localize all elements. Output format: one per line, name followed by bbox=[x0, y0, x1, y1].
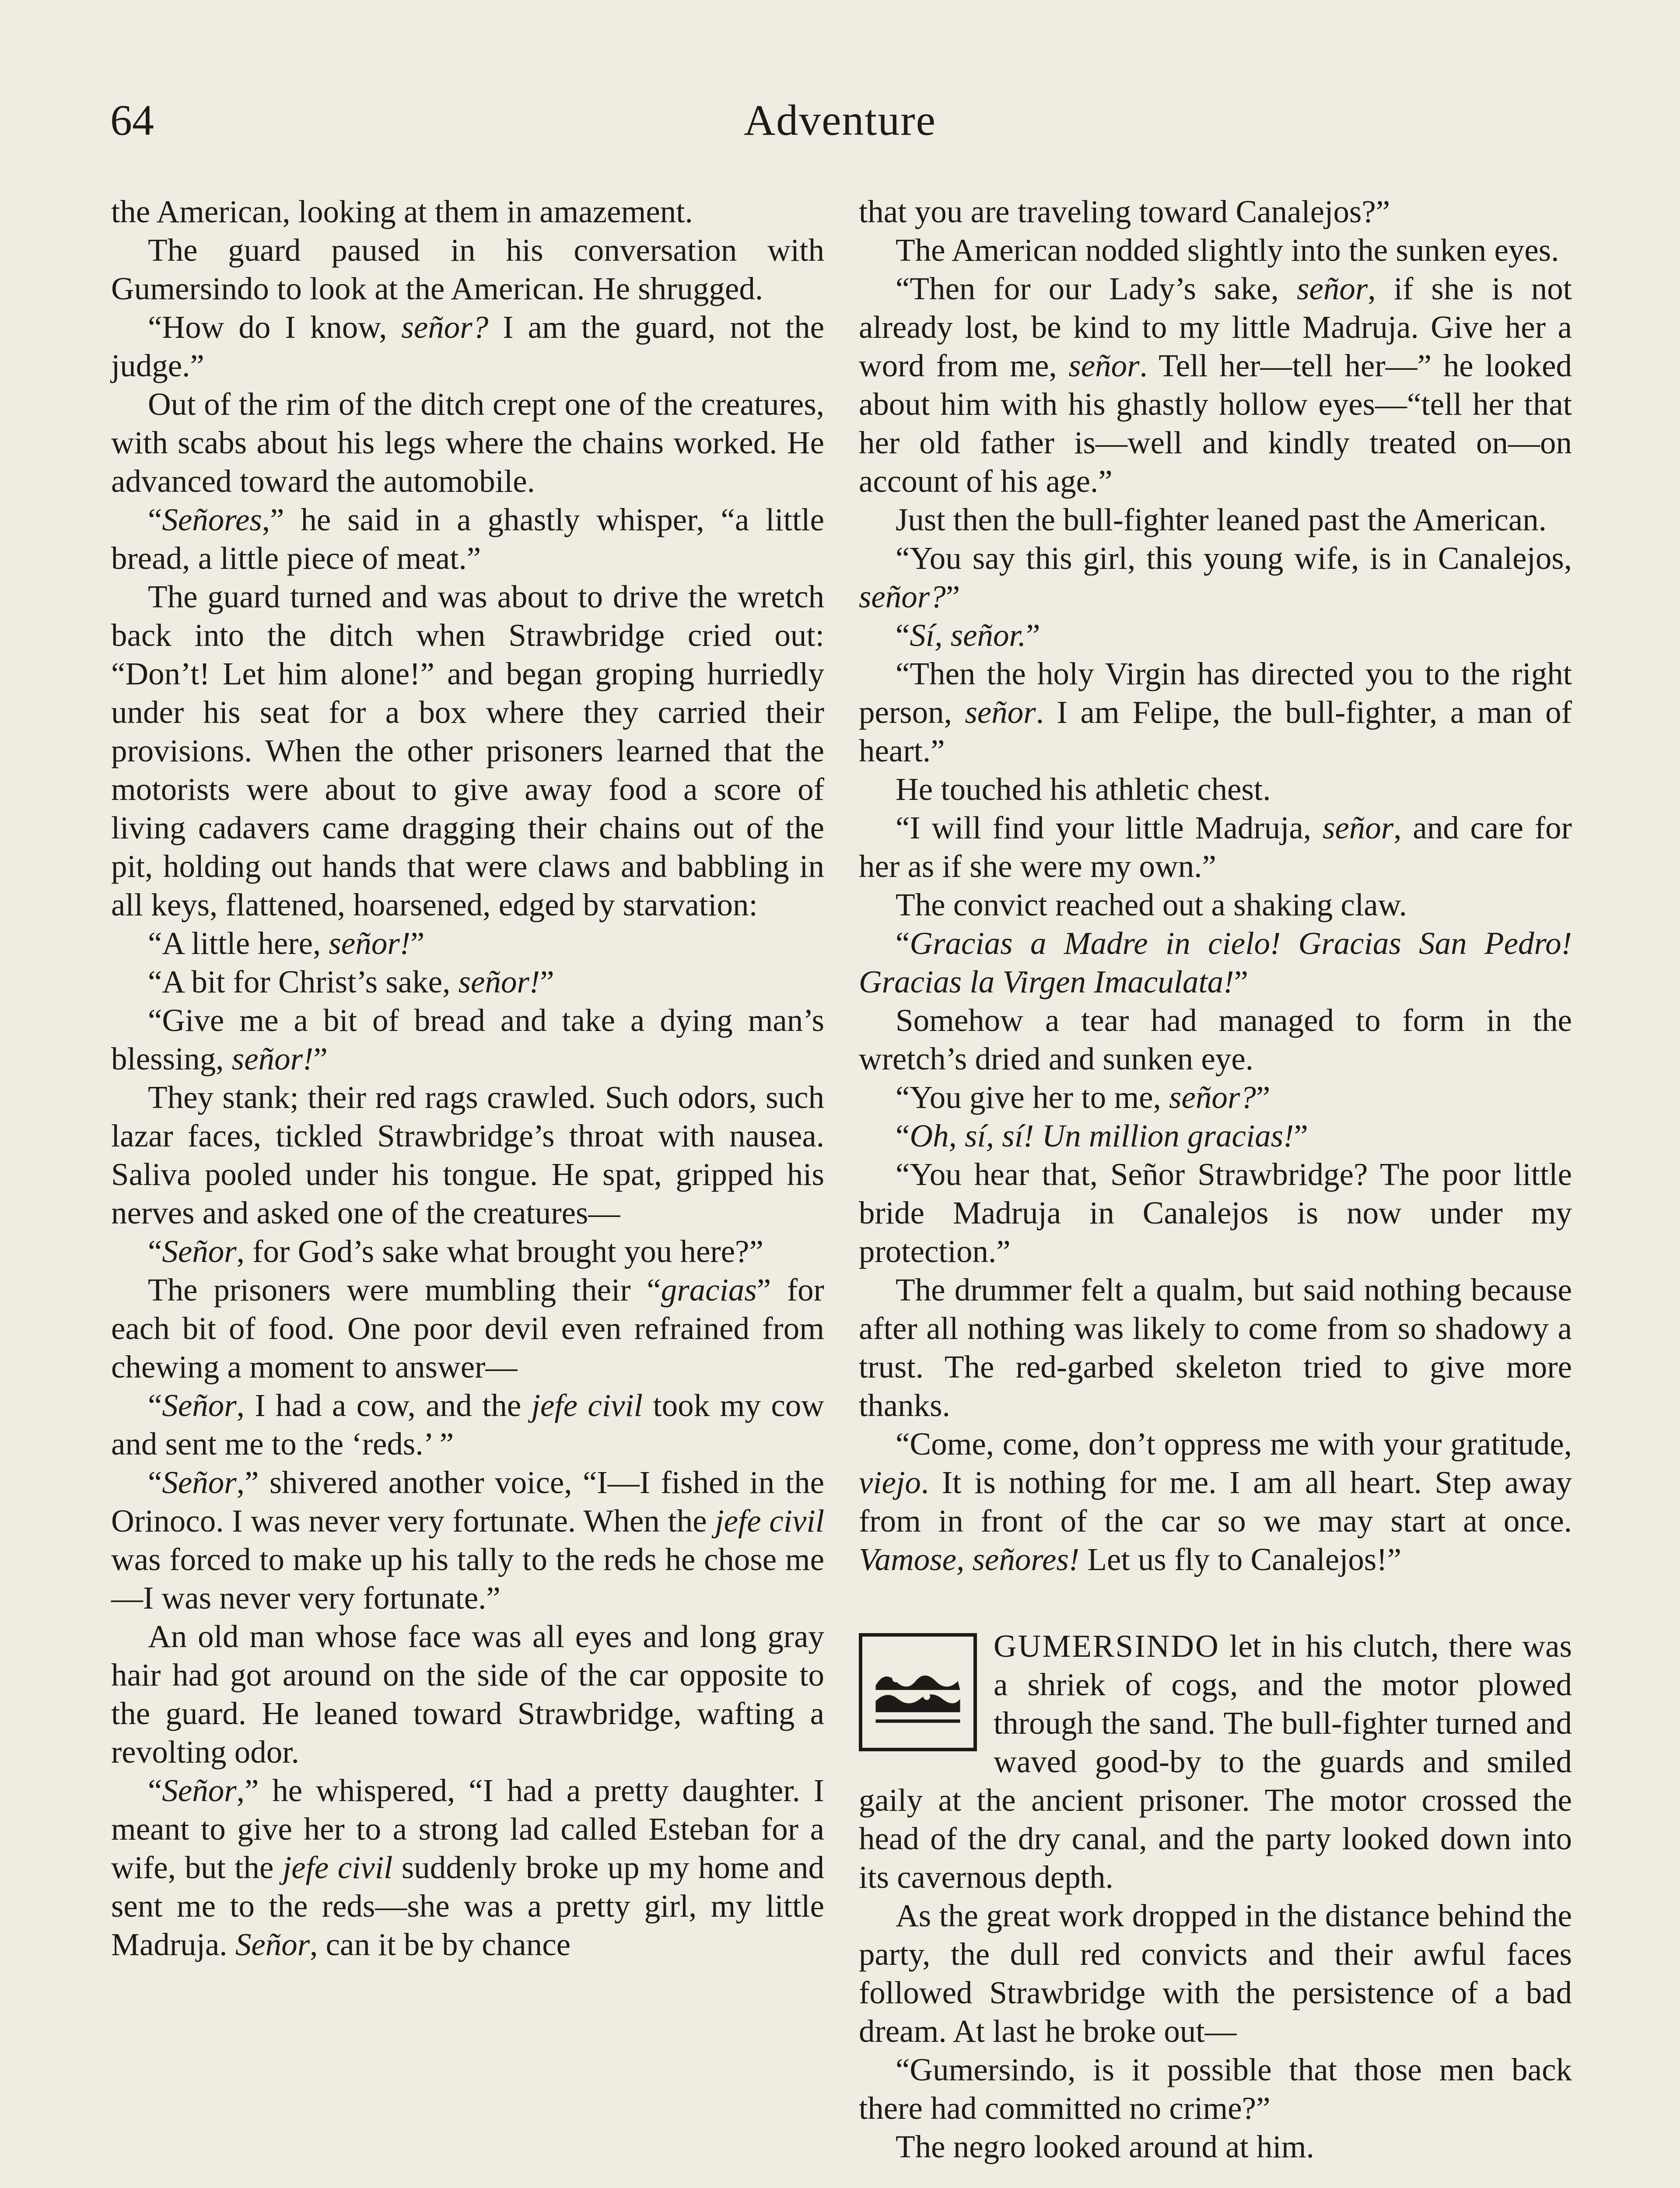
section-lead-paragraph bbox=[859, 1627, 1572, 1897]
page-number: 64 bbox=[110, 96, 154, 144]
paragraph: “You hear that, Señor Strawbridge? The poor little bride Madruja in Canalejos is now under my protection.” bbox=[859, 1157, 1572, 1269]
paragraph: “Then for our Lady’s sake, señor, if she is not already lost, be kind to my little Madruja. Give her a word from me, señor. Tell her—tell her—” he looked about him with his ghastly hollow eyes—“tell her that her old father is—well and kindly treated on—on account of his age.” bbox=[859, 271, 1572, 499]
paragraph: the American, looking at them in amazement. bbox=[111, 194, 693, 229]
paragraph: “Come, come, don’t oppress me with your gratitude, viejo. It is nothing for me. I am all heart. Step away from in front of the car so we may start at once. Vamose, señores! Let us fly to Canalejos!” bbox=[859, 1426, 1572, 1577]
paragraph: The guard paused in his conversation with Gumersindo to look at the American. He shrugged. bbox=[111, 232, 824, 306]
paragraph: “How do I know, señor? I am the guard, not the judge.” bbox=[111, 309, 824, 383]
paragraph: Just then the bull-fighter leaned past the American. bbox=[896, 502, 1547, 537]
paragraph: “You say this girl, this young wife, is in Canalejos, señor?” bbox=[859, 540, 1572, 614]
paragraph: “Give me a bit of bread and take a dying man’s blessing, señor!” bbox=[111, 1003, 824, 1076]
lead-text: let in his clutch, there was a shriek of cogs, and the motor plowed through the sand. The bull-fighter turned and waved good-by to the guards and smiled gaily at the ancient prisoner. The motor crossed the head of the dry canal, and the party looked down into its cavernous depth. bbox=[859, 1628, 1572, 1895]
paragraph: The guard turned and was about to drive the wretch back into the ditch when Strawbridge cried out: “Don’t! Let him alone!” and began groping hurriedly under his seat for a box where they carried their provisions. When the other prisoners learned that the motorists were about to give away food a score of living cadavers came dragging their chains out of the pit, holding out hands that were claws and babbling in all keys, flattened, hoarsened, edged by starvation: bbox=[111, 579, 824, 922]
right-column-part2 bbox=[859, 1897, 1572, 2166]
paragraph: The convict reached out a shaking claw. bbox=[896, 887, 1407, 922]
paragraph: They stank; their red rags crawled. Such odors, such lazar faces, tickled Strawbridge’s throat with nausea. Saliva pooled under his tongue. He spat, gripped his nerves and asked one of the creatures— bbox=[111, 1080, 824, 1231]
left-column bbox=[111, 193, 824, 1964]
paragraph: “Sí, señor.” bbox=[896, 617, 1040, 653]
paragraph: Out of the rim of the ditch crept one of the creatures, with scabs about his legs where the chains worked. He advanced toward the automobile. bbox=[111, 386, 824, 499]
paragraph: “Then the holy Virgin has directed you to the right person, señor. I am Felipe, the bull-fighter, a man of heart.” bbox=[859, 656, 1572, 768]
right-column-part1 bbox=[859, 193, 1572, 1579]
page-header bbox=[0, 90, 1680, 151]
paragraph: “A little here, señor!” bbox=[148, 926, 425, 961]
paragraph: “Señor, I had a cow, and the jefe civil took my cow and sent me to the ‘reds.’ ” bbox=[111, 1388, 824, 1462]
paragraph: “Gumersindo, is it possible that those men back there had committed no crime?” bbox=[859, 2052, 1572, 2126]
right-column bbox=[859, 193, 1572, 2166]
paragraph: “Oh, sí, sí! Un million gracias!” bbox=[896, 1118, 1308, 1154]
paragraph: Somehow a tear had managed to form in the wretch’s dried and sunken eye. bbox=[859, 1003, 1572, 1076]
lead-word: GUMERSINDO bbox=[994, 1628, 1220, 1664]
paragraph: An old man whose face was all eyes and long gray hair had got around on the side of the car opposite to the guard. He leaned toward Strawbridge, wafting a revolting odor. bbox=[111, 1619, 824, 1770]
paragraph: “Señor, for God’s sake what brought you here?” bbox=[148, 1234, 763, 1269]
paragraph: The American nodded slightly into the sunken eyes. bbox=[896, 232, 1559, 268]
paragraph: As the great work dropped in the distance behind the party, the dull red convicts and their awful faces followed Strawbridge with the persistence of a bad dream. At last he broke out— bbox=[859, 1898, 1572, 2049]
paragraph: that you are traveling toward Canalejos?” bbox=[859, 194, 1390, 229]
paragraph: “Gracias a Madre in cielo! Gracias San Pedro! Gracias la Virgen Imaculata!” bbox=[859, 926, 1572, 999]
paragraph: “Señor,” shivered another voice, “I—I fished in the Orinoco. I was never very fortunate. When the jefe civil was forced to make up his tally to the reds he chose me—I was never very fortunate.” bbox=[111, 1465, 824, 1616]
paragraph: He touched his athletic chest. bbox=[896, 771, 1271, 807]
paragraph: “Señores,” he said in a ghastly whisper, “a little bread, a little piece of meat.” bbox=[111, 502, 824, 576]
paragraph: “Señor,” he whispered, “I had a pretty daughter. I meant to give her to a strong lad called Esteban for a wife, but the jefe civil suddenly broke up my home and sent me to the reds—she was a pretty girl, my little Madruja. Señor, can it be by chance bbox=[111, 1773, 824, 1962]
paragraph: The drummer felt a qualm, but said nothing because after all nothing was likely to come from so shadowy a trust. The red-garbed skeleton tried to give more thanks. bbox=[859, 1272, 1572, 1423]
paragraph: “You give her to me, señor?” bbox=[896, 1080, 1270, 1115]
paragraph: “I will find your little Madruja, señor, and care for her as if she were my own.” bbox=[859, 810, 1572, 884]
paragraph: “A bit for Christ’s sake, señor!” bbox=[148, 964, 554, 999]
paragraph: The negro looked around at him. bbox=[896, 2129, 1314, 2164]
paragraph: The prisoners were mumbling their “gracias” for each bit of food. One poor devil even refrained from chewing a moment to answer— bbox=[111, 1272, 824, 1385]
wave-ornament-icon bbox=[859, 1633, 977, 1751]
running-head: Adventure bbox=[743, 96, 937, 144]
